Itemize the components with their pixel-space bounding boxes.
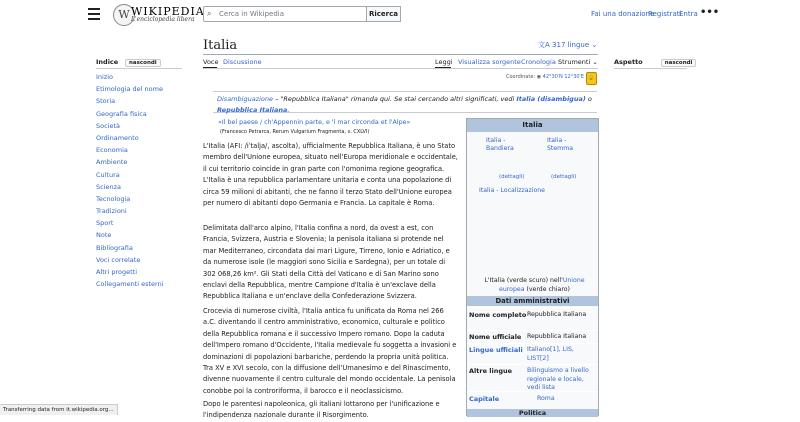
toc-item[interactable]: Storia — [96, 97, 116, 106]
toc-hide-button[interactable]: nascondi — [125, 59, 161, 67]
emblem-image[interactable]: Italia - Stemma — [547, 137, 574, 152]
toc-item[interactable]: Società — [96, 121, 121, 130]
search-button[interactable]: Ricerca — [366, 6, 401, 22]
hatnote-text: – "Repubblica Italiana" rimanda qui. Se stai cercando altri significati, vedi — [273, 95, 517, 103]
epigraph-quote: «Il bel paese / ch'Appennin parte, e 'l mar circonda et l'Alpe» — [218, 119, 411, 126]
repubblica-link[interactable]: Repubblica Italiana — [217, 106, 288, 114]
divider — [614, 68, 687, 69]
search-icon: ⌕ — [207, 9, 212, 18]
tab-article[interactable]: Voce — [203, 58, 219, 66]
infobox-key: Nome ufficiale — [469, 333, 522, 341]
more-options-icon[interactable]: ••• — [700, 7, 720, 18]
epigraph-attribution: (Francesco Petrarca, Rerum Vulgarium Fragmenta, s. CXLVI) — [220, 129, 370, 135]
table-of-contents — [96, 73, 164, 292]
search-input[interactable] — [203, 6, 367, 22]
infobox-value-link[interactable]: Bilinguismo a livello regionale e locale, vedi lista — [527, 367, 589, 391]
divider — [203, 54, 598, 55]
infobox-key-link[interactable]: Lingue ufficiali — [469, 346, 523, 354]
caption-text: L'Italia (verde scuro) nell' — [484, 277, 563, 284]
hatnote-text: o — [585, 95, 592, 103]
map-caption — [477, 277, 592, 294]
infobox-value: Repubblica Italiana — [527, 311, 587, 318]
disambiguation-link[interactable]: Disambiguazione — [217, 95, 273, 103]
emblem-details-link[interactable]: (dettagli) — [551, 174, 577, 180]
chevron-down-icon: ⌄ — [592, 58, 598, 66]
wikipedia-logo-icon[interactable]: W — [113, 4, 135, 26]
infobox-value-link[interactable]: Roma — [537, 395, 555, 402]
toc-item[interactable]: Scienza — [96, 182, 122, 191]
toc-item[interactable]: Inizio — [96, 73, 114, 81]
coordinates-link[interactable]: 42°30′N 12°30′E — [542, 74, 584, 80]
toc-item[interactable]: Geografia fisica — [96, 109, 147, 118]
logo-title[interactable]: WIKIPEDIA — [131, 5, 205, 18]
appearance-header — [614, 58, 696, 66]
toc-item[interactable]: Ambiente — [96, 158, 128, 167]
register-link[interactable]: Registrati — [648, 10, 682, 18]
infobox-title: Italia — [467, 119, 598, 132]
tools-label: Strumenti — [558, 58, 591, 66]
tab-talk[interactable]: Discussione — [223, 58, 262, 66]
toc-item[interactable]: Tradizioni — [96, 207, 127, 216]
appearance-hide-button[interactable]: nascondi — [661, 59, 697, 67]
infobox-section-header: Politica — [467, 409, 598, 417]
eu-link[interactable]: Unione europea — [499, 277, 585, 293]
coordinates — [506, 74, 584, 80]
toc-item[interactable]: Note — [96, 231, 112, 240]
history-paragraph: Crocevia di numerose civiltà, l'Italia antica fu unificata da Roma nel 266 a.C. diventando il centro amministrativo, economico, culturale e politico della Repubblica romana e il successivo Impero romano. Dopo la caduta dell'Impero romano d'Occidente, l'Italia medievale fu soggetta a invasioni e dominazioni di popolazioni barbariche, perdendo la propria unità politica. Tra XV e XVI secolo, con la diffusione dell'Umanesimo e del Rinascimento, divenne nuovamente il centro culturale del mondo occidentale. La penisola conobbe poi la controriforma, il barocco e il neoclassicismo. — [203, 307, 457, 395]
tools-menu[interactable] — [558, 58, 598, 66]
divider — [96, 68, 182, 69]
toc-item[interactable]: Tecnologia — [96, 194, 131, 203]
globe-icon[interactable]: ◉ — [536, 74, 542, 80]
tab-view-source[interactable]: Visualizza sorgente — [458, 58, 521, 66]
geography-paragraph: Delimitata dall'arco alpino, l'Italia confina a nord, da ovest a est, con Francia, Svizzera, Austria e Slovenia; la penisola italiana si protende nel mar Mediterraneo, circondata dai mari Ligure, Tirreno, Ionio e Adriatico, e da numerose isole (le maggiori sono Sicilia e Sardegna), per un totale di 302 068,26 km². Gli Stati della Città del Vaticano e di San Marino sono enclavi della Repubblica, mentre Campione d'Italia è un'exclave della Repubblica Italiana e un'enclave della Confederazione Svizzera. — [203, 224, 450, 301]
language-button[interactable] — [538, 40, 597, 50]
infobox-section-header: Dati amministrativi — [467, 296, 598, 306]
disambiguation-hatnote — [213, 91, 597, 113]
toc-item[interactable]: Cultura — [96, 170, 120, 179]
flag-image[interactable]: Italia - Bandiera — [486, 137, 514, 152]
flag-details-link[interactable]: (dettagli) — [499, 174, 525, 180]
divider — [203, 68, 598, 69]
search-placeholder: Cerca in Wikipedia — [219, 10, 285, 18]
toc-item[interactable]: Etimologia del nome — [96, 85, 163, 94]
infobox-row — [467, 307, 598, 330]
infobox-row — [467, 330, 598, 343]
toc-item[interactable]: Voci correlate — [96, 255, 141, 264]
browser-status-bar: Transferring data from it.wikipedia.org... — [0, 404, 118, 415]
tab-read[interactable]: Leggi — [435, 58, 453, 66]
chevron-down-icon: ⌄ — [591, 41, 598, 49]
infobox-row — [467, 364, 598, 391]
toc-item[interactable]: Sport — [96, 219, 114, 228]
intro-paragraph: L'Italia (AFI: /iˈtalja/, ascolta), ufficialmente Repubblica Italiana, è uno Stato membro dell'Unione europea, situato nell'Europa meridionale e occidentale, il cui territorio coincide in gran parte con l'omonima regione geografica. L'Italia è una repubblica parlamentare unitaria e conta una popolazione di circa 59 milioni di abitanti, che ne fanno il terzo Stato dell'Unione europea per numero di abitanti dopo Germania e Francia. La capitale è Roma. — [203, 142, 458, 208]
caption-text: (verde chiaro) — [524, 285, 570, 293]
toc-item[interactable]: Ordinamento — [96, 133, 139, 142]
infobox-key: Altre lingue — [469, 367, 513, 375]
hatnote-text: . — [287, 106, 290, 114]
page-title: Italia — [203, 38, 238, 53]
logo-tagline: L'enciclopedia libera — [131, 16, 195, 23]
infobox-key-link[interactable]: Capitale — [469, 395, 500, 403]
history-paragraph-2: Dopo le parentesi napoleonica, gli italiani lottarono per l'unificazione e l'indipendenza nazionale durante il Risorgimento. — [203, 400, 440, 420]
appearance-title: Aspetto — [614, 58, 643, 66]
donate-link[interactable]: Fai una donazione — [591, 10, 655, 18]
toc-title: Indice — [96, 58, 119, 66]
infobox-row — [467, 343, 598, 364]
translate-icon: 文A — [538, 41, 550, 49]
toc-item[interactable]: Bibliografia — [96, 243, 133, 252]
infobox-row — [467, 391, 598, 408]
login-link[interactable]: Entra — [679, 10, 698, 18]
coordinates-label: Coordinate: — [506, 74, 536, 80]
infobox-value-link[interactable]: Italiano[1], LIS, LIST[2] — [527, 346, 574, 362]
toc-item[interactable]: Collegamenti esterni — [96, 280, 164, 289]
lock-icon: 🔒 — [586, 72, 597, 85]
toc-item[interactable]: Economia — [96, 146, 128, 155]
infobox-key: Nome completo — [469, 311, 527, 319]
toc-header — [96, 58, 161, 66]
disambigua-link[interactable]: Italia (disambigua) — [516, 95, 586, 103]
infobox-value: Repubblica Italiana — [527, 333, 587, 340]
infobox — [466, 118, 599, 416]
toc-item[interactable]: Altri progetti — [96, 268, 138, 276]
language-count: 317 lingue — [552, 41, 590, 49]
tab-history[interactable]: Cronologia — [521, 58, 556, 66]
main-menu-button[interactable] — [88, 8, 100, 20]
locator-map-image[interactable]: Italia - Localizzazione — [479, 187, 545, 194]
